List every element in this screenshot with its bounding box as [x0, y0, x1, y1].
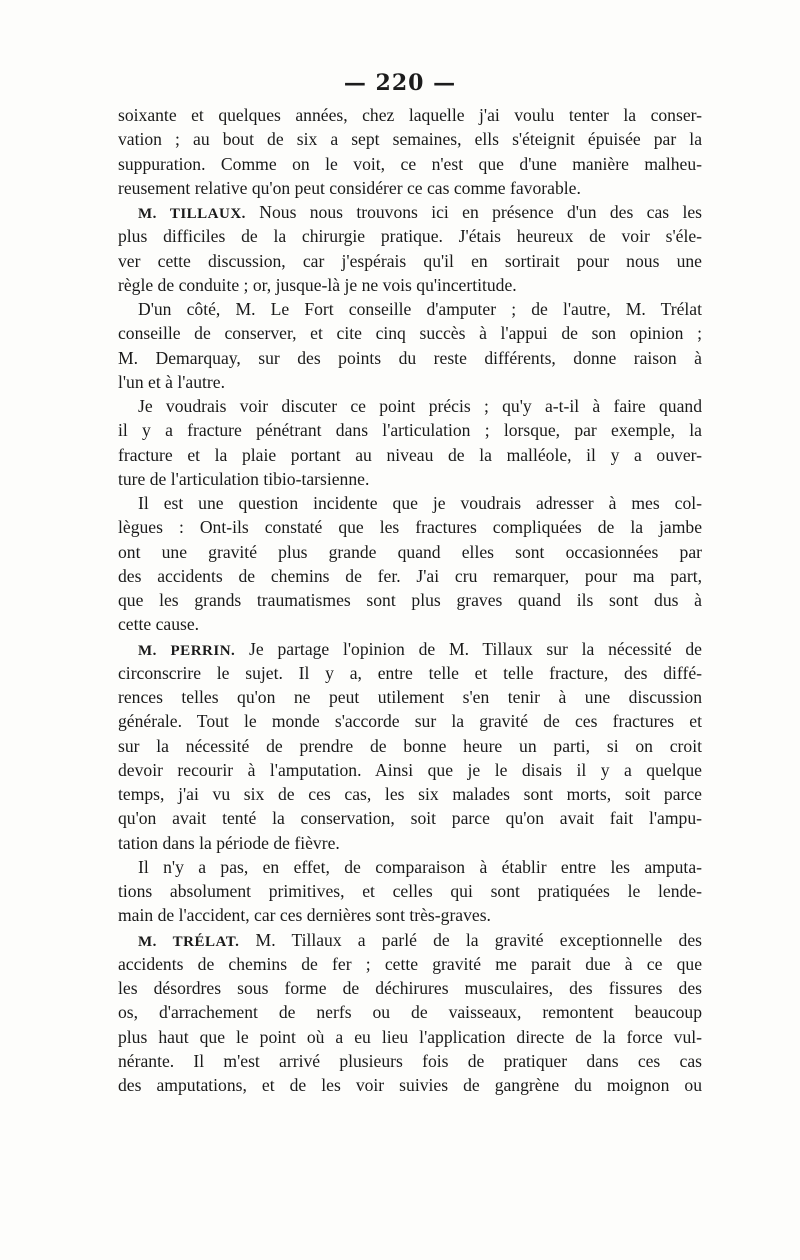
text-line	[118, 491, 702, 515]
line-text: vation ; au bout de six a sept semaines, ells s'éteignit épuisée par la	[118, 129, 702, 150]
line-text: des amputations, et de les voir suivies de gangrène du moignon ou	[118, 1075, 702, 1095]
line-text: Je partage l'opinion de M. Tillaux sur la nécessité de	[235, 638, 702, 659]
line-text: main de l'accident, car ces dernières sont très-graves.	[118, 905, 491, 926]
line-text: des accidents de chemins de fer. J'ai cru remarquer, pour ma part,	[118, 565, 702, 586]
text-line	[118, 976, 702, 1000]
text-line	[118, 612, 702, 636]
line-text: nérante. Il m'est arrivé plusieurs fois de pratiquer dans ces cas	[118, 1050, 702, 1071]
line-text: ture de l'articulation tibio-tarsienne.	[118, 468, 370, 489]
text-line	[118, 588, 702, 612]
text-line	[118, 467, 702, 491]
line-text: les désordres sous forme de déchirures musculaires, des fissures des	[118, 978, 702, 998]
text-line	[118, 661, 702, 685]
text-line	[118, 734, 702, 758]
text-line	[118, 515, 702, 539]
text-line	[118, 224, 702, 248]
text-line	[118, 540, 702, 564]
text-line	[118, 952, 702, 976]
text-line	[118, 903, 702, 927]
line-text: plus haut que le point où a eu lieu l'application directe de la force vul-	[118, 1026, 702, 1047]
text-line	[118, 394, 702, 418]
text-line	[118, 709, 702, 733]
line-text: fracture et la plaie portant au niveau de la malléole, il y a ouver-	[118, 444, 702, 465]
text-line	[118, 346, 702, 370]
line-text: tions absolument primitives, et celles qui sont pratiquées le lende-	[118, 881, 702, 901]
line-text: Il n'y a pas, en effet, de comparaison à établir entre les amputa-	[138, 856, 702, 877]
text-line	[118, 152, 702, 176]
line-text: plus difficiles de la chirurgie pratique. J'étais heureux de voir s'éle-	[118, 226, 702, 247]
line-text: que les grands traumatismes sont plus graves quand ils sont dus à	[118, 590, 702, 610]
line-text: tation dans la période de fièvre.	[118, 832, 340, 853]
text-line	[118, 1025, 702, 1049]
line-text: règle de conduite ; or, jusque-là je ne vois qu'incertitude.	[118, 274, 517, 295]
text-line	[118, 1049, 702, 1073]
text-line	[118, 1073, 702, 1097]
line-text: cette cause.	[118, 614, 200, 635]
line-text: rences telles qu'on ne peut utilement s'en tenir à une discussion	[118, 687, 702, 707]
text-line	[118, 297, 702, 321]
line-text: circonscrire le sujet. Il y a, entre telle et telle fracture, des diffé-	[118, 662, 702, 683]
speaker-name: M. PERRIN.	[138, 642, 236, 659]
text-line	[118, 370, 702, 394]
line-text: temps, j'ai vu six de ces cas, les six malades sont morts, soit parce	[118, 784, 702, 804]
line-text: générale. Tout le monde s'accorde sur la gravité de ces fractures et	[118, 711, 702, 732]
text-line	[118, 103, 702, 127]
line-text: suppuration. Comme on le voit, ce n'est que d'une manière malheu-	[118, 153, 702, 174]
text-line	[118, 273, 702, 297]
line-text: lègues : Ont-ils constaté que les fractures compliquées de la jambe	[118, 517, 702, 538]
speaker-name: M. TILLAUX.	[138, 206, 246, 222]
text-line	[118, 1000, 702, 1024]
text-line	[118, 321, 702, 345]
line-text: os, d'arrachement de nerfs ou de vaisseaux, remontent beaucoup	[118, 1002, 702, 1023]
speaker-name: M. TRÉLAT.	[138, 933, 240, 950]
text-line	[118, 249, 702, 273]
text-line	[118, 806, 702, 830]
text-line	[118, 443, 702, 467]
text-line	[118, 879, 702, 903]
text-line	[118, 176, 702, 200]
line-text: M. Tillaux a parlé de la gravité exceptionnelle des	[239, 929, 702, 950]
line-text: conseille de conserver, et cite cinq succès à l'appui de son opinion ;	[118, 323, 702, 344]
line-text: qu'on avait tenté la conservation, soit parce qu'on avait fait l'ampu-	[118, 808, 702, 829]
line-text: Nous nous trouvons ici en présence d'un des cas les	[245, 202, 702, 222]
line-text: accidents de chemins de fer ; cette gravité me parait due à ce que	[118, 953, 702, 974]
body-text	[118, 103, 702, 1097]
line-text: reusement relative qu'on peut considérer ce cas comme favorable.	[118, 177, 581, 198]
text-line	[118, 637, 702, 661]
line-text: ver cette discussion, car j'espérais qu'il en sortirait pour nous une	[118, 250, 702, 271]
line-text: il y a fracture pénétrant dans l'articulation ; lorsque, par exemple, la	[118, 420, 702, 441]
text-line	[118, 758, 702, 782]
line-text: l'un et à l'autre.	[118, 371, 225, 392]
text-line	[118, 685, 702, 709]
line-text: sur la nécessité de prendre de bonne heure un parti, si on croit	[118, 735, 702, 756]
page-number: — 220 —	[343, 70, 457, 96]
line-text: M. Demarquay, sur des points du reste différents, donne raison à	[118, 347, 702, 368]
text-line	[118, 928, 702, 952]
line-text: ont une gravité plus grande quand elles sont occasionnées par	[118, 541, 702, 562]
line-text: soixante et quelques années, chez laquelle j'ai voulu tenter la conser-	[118, 105, 702, 125]
line-text: Il est une question incidente que je voudrais adresser à mes col-	[138, 493, 702, 513]
line-text: devoir recourir à l'amputation. Ainsi que je le disais il y a quelque	[118, 759, 702, 780]
text-line	[118, 564, 702, 588]
line-text: D'un côté, M. Le Fort conseille d'amputer ; de l'autre, M. Trélat	[138, 299, 702, 319]
text-line	[118, 127, 702, 151]
text-line	[118, 200, 702, 224]
line-text: Je voudrais voir discuter ce point précis ; qu'y a-t-il à faire quand	[138, 396, 702, 416]
text-line	[118, 782, 702, 806]
text-line	[118, 855, 702, 879]
text-line	[118, 418, 702, 442]
text-line	[118, 831, 702, 855]
